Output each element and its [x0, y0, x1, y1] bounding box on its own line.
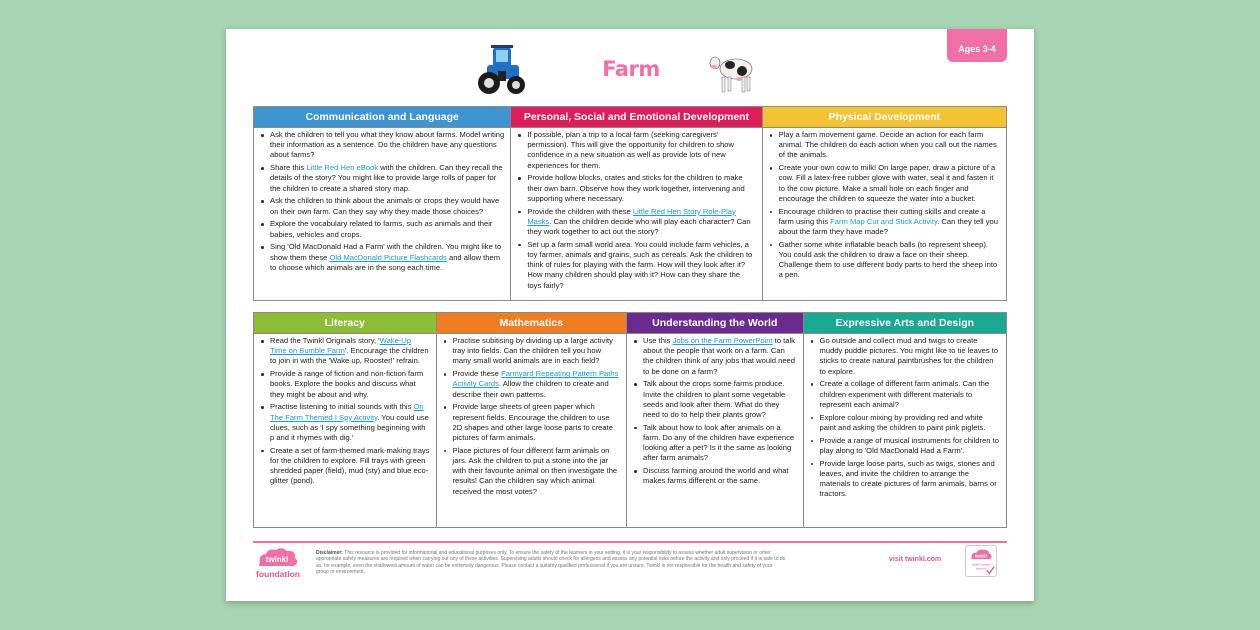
list-item: Ask the children to think about the animals or crops they would have on their own farm. Can they say why they made those choices?: [260, 196, 504, 216]
section-mathematics: [437, 313, 628, 527]
svg-text:Quality Standard: Quality Standard: [971, 563, 991, 567]
list-item: Set up a farm small world area. You could include farm vehicles, a toy farmer, animals and grains, such as cereals. Ask the children to think of rules for playing with the farm. How will they look after it? How many children should play with it? How can they share the toys fairly?: [517, 240, 755, 291]
section-understanding-world: [627, 313, 804, 527]
list-item: Provide a range of fiction and non-fiction farm books. Explore the books and discuss what they might be about and why.: [260, 369, 430, 400]
list-item: Provide these Farmyard Repeating Pattern Paths Activity Cards. Allow the children to create and describe their own patterns.: [443, 369, 621, 400]
list-item: Discuss farming around the world and what makes farms different or the same.: [633, 466, 797, 486]
section-title: Expressive Arts and Design: [804, 313, 1006, 334]
link-farm-map-activity[interactable]: Farm Map Cut and Stick Activity: [830, 216, 938, 226]
list-item: Play a farm movement game. Decide an action for each farm animal. The children do each action when you call out the names of the animals.: [769, 130, 1000, 161]
activity-sheet: [226, 29, 1034, 601]
top-sections: [253, 106, 1007, 301]
section-expressive-arts: [804, 313, 1006, 527]
activity-list: [804, 334, 1006, 502]
page-title: Farm: [602, 57, 660, 81]
list-item: Place pictures of four different farm animals on jars. Ask the children to put a stone into the jar with their favourite animal on then investigate the results! Can the children say which animal received the most votes?: [443, 446, 621, 497]
twinkl-foundation-logo: [254, 547, 302, 581]
list-item: Provide large sheets of green paper which represent fields. Encourage the children to use 2D shapes and other large loose parts to create pictures of farm animals.: [443, 402, 621, 443]
list-item: Encourage children to practise their cutting skills and create a farm using this Farm Map Cut and Stick Activity. Can they tell you about the farm they have made?: [769, 207, 1000, 238]
visit-twinkl-link[interactable]: visit twinkl.com: [889, 556, 942, 563]
list-item: Ask the children to tell you what they know about farms. Model writing their information as a sentence. Do the children have any questions about farms?: [260, 130, 504, 161]
section-physical-development: [763, 107, 1006, 300]
disclaimer-text: Disclaimer: This resource is provided for informational and educational purposes only. To ensure the safety of the learners in your setting, it is your responsibility to assess whether adult supervision or other appropriate safety measures are required when carrying out any of these activities. Supervising adults should check for allergens and assess any potential risks before the activity and only proceed if it is safe to do so, for example, even the shallowest amount of water can be extremely dangerous. Please contact a suitably qualified professional if you are unsure. Twinkl is not responsible for the health and safety of your group or environment.: [316, 550, 786, 576]
activity-list: [763, 128, 1006, 283]
activity-list: [254, 334, 436, 489]
list-item: Create a collage of different farm animals. Can the children experiment with different materials to represent each animal?: [810, 379, 1000, 410]
section-communication-language: [254, 107, 511, 300]
activity-list: [627, 334, 803, 489]
link-little-red-hen-ebook[interactable]: Little Red Hen eBook: [306, 163, 379, 173]
list-item: Create your own cow to milk! On large paper, draw a picture of a cow. Fill a latex-free rubber glove with water, seal it and fasten it to the cow picture. Make a small hole on each finger and encourage the children to squeeze the water into a bucket.: [769, 163, 1000, 204]
section-title: Mathematics: [437, 313, 627, 334]
link-jobs-on-farm-powerpoint[interactable]: Jobs on the Farm PowerPoint: [672, 336, 773, 345]
list-item: Talk about the crops some farms produce. Invite the children to plant some vegetable seeds and look after them. What do they need to do to help their plants grow?: [633, 379, 797, 420]
list-item: Share this Little Red Hen eBook with the children. Can they recall the details of the story? You might like to provide large rolls of paper for the children to create a shared story map.: [260, 163, 504, 194]
age-badge: Ages 3-4: [947, 29, 1007, 62]
section-title: Personal, Social and Emotional Development: [511, 107, 761, 128]
list-item: Provide the children with these Little Red Hen Story Role-Play Masks. Can the children decide who will play each character? Can they work together to act out the story?: [517, 207, 755, 238]
section-literacy: [254, 313, 437, 527]
activity-list: [511, 128, 761, 293]
svg-text:Approved: Approved: [975, 567, 987, 571]
link-wake-up-time-bumble-farm[interactable]: Wake-Up Time on Bumble Farm: [270, 336, 412, 356]
list-item: Sing 'Old MacDonald Had a Farm' with the children. You might like to show them these Old MacDonald Picture Flashcards and allow them to choose which animals are in the song each time.: [260, 242, 504, 273]
list-item: Gather some white inflatable beach balls (to represent sheep). You could ask the children to draw a face on their sheep. Challenge them to use different body parts to herd the sheep into a pen.: [769, 240, 1000, 281]
section-title: Communication and Language: [254, 107, 510, 128]
activity-list: [254, 128, 510, 276]
list-item: Explore colour mixing by providing red and white paint and asking the children to paint pink piglets.: [810, 413, 1000, 433]
footer-divider: [253, 541, 1007, 543]
bottom-sections: [253, 312, 1007, 528]
section-personal-social-emotional: [511, 107, 762, 300]
section-title: Literacy: [254, 313, 436, 334]
list-item: Go outside and collect mud and twigs to create muddy puddle pictures. You might like to tie leaves to sticks to create natural paintbrushes for the children to explore.: [810, 336, 1000, 377]
list-item: If possible, plan a trip to a local farm (seeking caregivers' permission). This will give the opportunity for children to show confidence in a new situation as well as provide lots of new experiences for them.: [517, 130, 755, 171]
list-item: Provide large loose parts, such as twigs, stones and leaves, and invite the children to arrange the materials to create pictures of farm animals, barns or tractors.: [810, 459, 1000, 500]
svg-text:twinkl: twinkl: [265, 555, 289, 564]
activity-list: [437, 334, 627, 499]
svg-text:twinkl: twinkl: [975, 553, 987, 559]
link-role-play-masks[interactable]: Little Red Hen Story Role-Play Masks: [527, 206, 736, 226]
quality-standard-badge: [965, 545, 997, 577]
link-i-spy-activity[interactable]: On The Farm Themed I Spy Activity: [270, 402, 424, 422]
link-old-macdonald-flashcards[interactable]: Old MacDonald Picture Flashcards: [329, 252, 447, 262]
list-item: Use this Jobs on the Farm PowerPoint to talk about the people that work on a farm. Can the children think of any jobs that would need to be done on a farm?: [633, 336, 797, 377]
section-title: Physical Development: [763, 107, 1006, 128]
list-item: Practise subitising by dividing up a large activity tray into fields. Can the children tell you how many small world animals are in each field?: [443, 336, 621, 367]
list-item: Provide hollow blocks, crates and sticks for the children to make their own barn. Observe how they work together, intervening and supporting where necessary.: [517, 173, 755, 204]
list-item: Provide a range of musical instruments for children to play along to 'Old MacDonald Had a Farm'.: [810, 436, 1000, 456]
list-item: Read the Twinkl Originals story, 'Wake-Up Time on Bumble Farm'. Encourage the children to join in with the 'Wake up, Rooster!' refrain.: [260, 336, 430, 367]
svg-text:foundation: foundation: [256, 569, 300, 579]
list-item: Create a set of farm-themed mark-making trays for the children to explore. Fill trays with green shredded paper (field), mud (sty) and blue eco-glitter (pond).: [260, 446, 430, 487]
link-repeating-pattern-cards[interactable]: Farmyard Repeating Pattern Paths Activity Cards: [452, 369, 619, 389]
cow-icon: [708, 47, 756, 97]
list-item: Practise listening to initial sounds with this On The Farm Themed I Spy Activity. You could use clues, such as 'I spy something beginning with p and it rhymes with dig.': [260, 402, 430, 443]
list-item: Explore the vocabulary related to farms, such as animals and their babies, vehicles and crops.: [260, 219, 504, 239]
list-item: Talk about how to look after animals on a farm. Do any of the children have experience looking after a pet? Is it the same as looking after farm animals?: [633, 423, 797, 464]
section-title: Understanding the World: [627, 313, 803, 334]
tractor-icon: [478, 41, 526, 97]
